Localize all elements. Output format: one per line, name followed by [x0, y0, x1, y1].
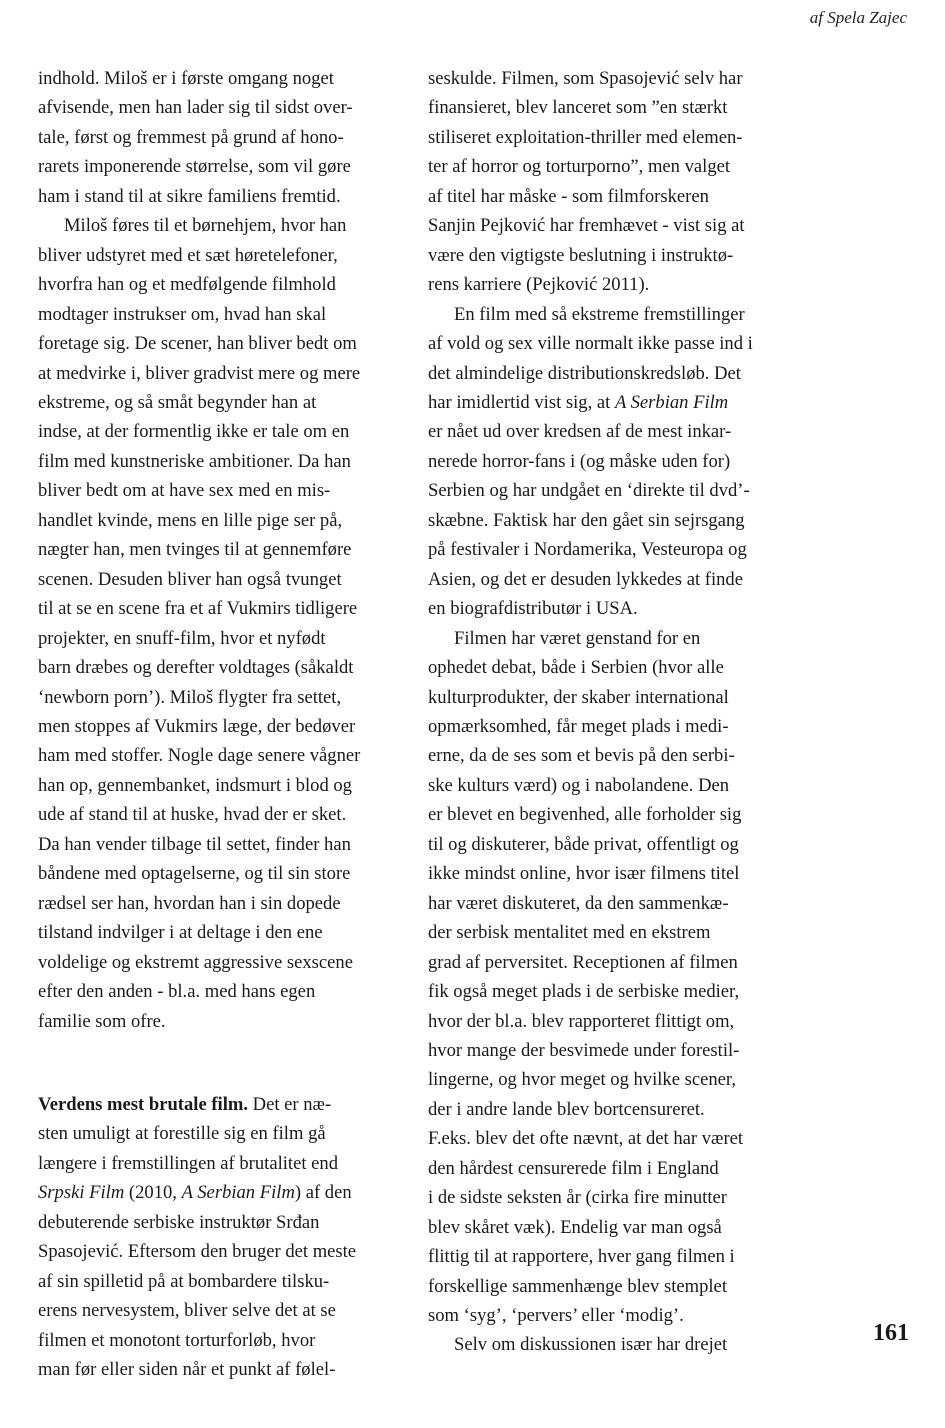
text-line: være den vigtigste beslutning i instruktø-: [428, 244, 734, 266]
text-line: foretage sig. De scener, han bliver bedt om: [38, 333, 357, 355]
text-line: debuterende serbiske instruktør Srđan: [38, 1211, 320, 1233]
text-line: finansieret, blev lanceret som ”en stærkt: [428, 97, 728, 119]
right-column: [428, 64, 794, 1360]
film-title: A Serbian Film: [614, 391, 729, 413]
text-line: indse, at der formentlig ikke er tale om en: [38, 421, 350, 443]
text-line: voldelige og ekstremt aggressive sexscene: [38, 951, 353, 973]
text-line: af sin spilletid på at bombardere tilsku-: [38, 1270, 330, 1292]
text-line: Serbien og har undgået en ‘direkte til dvd’-: [428, 480, 750, 502]
text-line: Filmen har været genstand for en: [454, 627, 701, 649]
text-line: er blevet en begivenhed, alle forholder sig: [428, 804, 742, 826]
text-line: rarets imponerende størrelse, som vil gøre: [38, 156, 351, 178]
left-column: [38, 64, 398, 1384]
text-line: længere i fremstillingen af brutalitet end: [38, 1152, 338, 1174]
text-line: bliver bedt om at have sex med en mis-: [38, 480, 331, 502]
text-line: til at se en scene fra et af Vukmirs tidligere: [38, 598, 358, 620]
text-line: En film med så ekstreme fremstillinger: [454, 303, 745, 325]
text-line: at medvirke i, bliver gradvist mere og mere: [38, 362, 361, 384]
text-line: lingerne, og hvor meget og hvilke scener,: [428, 1069, 737, 1091]
text-line: skæbne. Faktisk har den gået sin sejrsgang: [428, 509, 745, 531]
text-line: ude af stand til at huske, hvad der er sket.: [38, 804, 347, 826]
text-line: hvorfra han og et medfølgende filmhold: [38, 274, 336, 296]
text-line: man før eller siden når et punkt af følel-: [38, 1359, 336, 1381]
text-line: ter af horror og torturporno”, men valget: [428, 156, 731, 178]
text-line: [38, 1090, 398, 1119]
text-line: modtager instrukser om, hvad han skal: [38, 303, 327, 325]
text-line: ekstreme, og så småt begynder han at: [38, 391, 317, 413]
text-line: film med kunstneriske ambitioner. Da han: [38, 450, 351, 472]
film-title: Srpski Film: [38, 1182, 125, 1204]
text-line: Da han vender tilbage til settet, finder han: [38, 833, 351, 855]
text-line: efter den anden - bl.a. med hans egen: [38, 981, 316, 1003]
text-run: (2010,: [124, 1182, 182, 1204]
text-line: har været diskuteret, da den sammenkæ-: [428, 892, 729, 914]
text-line: på festivaler i Nordamerika, Vesteuropa og: [428, 539, 747, 561]
text-run: Det er næ-: [248, 1093, 332, 1115]
text-line: ‘newborn porn’). Miloš flygter fra settet,: [38, 686, 342, 708]
text-run: ) af den: [294, 1182, 352, 1204]
page-number: 161: [873, 1320, 909, 1346]
text-line: fik også meget plads i de serbiske medier,: [428, 981, 740, 1003]
text-line: grad af perversitet. Receptionen af filmen: [428, 951, 738, 973]
text-line: som ‘syg’, ‘pervers’ eller ‘modig’.: [428, 1305, 684, 1327]
text-line: tilstand indvilger i at deltage i den ene: [38, 922, 323, 944]
text-line: sten umuligt at forestille sig en film gå: [38, 1123, 326, 1145]
text-line: ham med stoffer. Nogle dage senere vågner: [38, 745, 361, 767]
text-line: til og diskuterer, både privat, offentligt og: [428, 833, 739, 855]
text-line: rædsel ser han, hvordan han i sin dopede: [38, 892, 341, 914]
text-line: af titel har måske - som filmforskeren: [428, 185, 709, 207]
text-line: ikke mindst online, hvor især filmens titel: [428, 863, 740, 885]
text-line: projekter, en snuff-film, hvor et nyfødt: [38, 627, 326, 649]
text-line: er nået ud over kredsen af de mest inkar-: [428, 421, 732, 443]
running-head: af Spela Zajec: [809, 8, 907, 27]
text-line: Miloš føres til et børnehjem, hvor han: [64, 215, 347, 237]
text-line: Spasojević. Eftersom den bruger det meste: [38, 1241, 357, 1263]
text-line: handlet kvinde, mens en lille pige ser på,: [38, 509, 343, 531]
text-line: ham i stand til at sikre familiens fremtid.: [38, 185, 341, 207]
text-line: seskulde. Filmen, som Spasojević selv har: [428, 68, 743, 89]
text-line: forskellige sammenhænge blev stemplet: [428, 1275, 727, 1297]
text-line: filmen et monotont torturforløb, hvor: [38, 1329, 316, 1351]
text-line: tale, først og fremmest på grund af hono-: [38, 126, 344, 148]
text-run: har imidlertid vist sig, at: [428, 391, 615, 413]
text-line: Selv om diskussionen især har drejet: [454, 1334, 728, 1356]
text-line: scenen. Desuden bliver han også tvunget: [38, 568, 342, 590]
text-line: det almindelige distributionskredsløb. Det: [428, 362, 741, 384]
text-line: indhold. Miloš er i første omgang noget: [38, 68, 334, 89]
text-line: der serbisk mentalitet med en ekstrem: [428, 922, 711, 944]
text-line: rens karriere (Pejković 2011).: [428, 274, 650, 296]
text-line: i de sidste seksten år (cirka fire minutter: [428, 1187, 727, 1209]
text-line: ophedet debat, både i Serbien (hvor alle: [428, 657, 724, 679]
section-heading: Verdens mest brutale film.: [38, 1093, 249, 1115]
text-line: F.eks. blev det ofte nævnt, at det har været: [428, 1128, 744, 1150]
section-gap: [38, 1036, 398, 1090]
text-line: kulturprodukter, der skaber international: [428, 686, 729, 708]
text-line: familie som ofre.: [38, 1010, 166, 1032]
text-line: den hårdest censurerede film i England: [428, 1157, 719, 1179]
text-line: erne, da de ses som et bevis på den serbi-: [428, 745, 735, 767]
text-line: bliver udstyret med et sæt høretelefoner,: [38, 244, 338, 266]
text-line: der i andre lande blev bortcensureret.: [428, 1098, 705, 1120]
text-line: blev skåret væk). Endelig var man også: [428, 1216, 722, 1238]
text-line: erens nervesystem, bliver selve det at se: [38, 1300, 336, 1322]
text-line: afvisende, men han lader sig til sidst over-: [38, 97, 353, 119]
film-title: A Serbian Film: [181, 1182, 295, 1204]
text-line: [38, 1178, 398, 1207]
text-line: han op, gennembanket, indsmurt i blod og: [38, 774, 352, 796]
text-line: stiliseret exploitation-thriller med elemen-: [428, 126, 743, 148]
text-line: hvor mange der besvimede under forestil-: [428, 1039, 740, 1061]
text-line: nægter han, men tvinges til at gennemføre: [38, 539, 352, 561]
text-line: barn dræbes og derefter voldtages (såkaldt: [38, 657, 354, 679]
text-line: ske kulturs værd) og i nabolandene. Den: [428, 774, 730, 796]
text-line: [428, 388, 794, 417]
text-line: Asien, og det er desuden lykkedes at finde: [428, 568, 743, 590]
text-line: en biografdistributør i USA.: [428, 598, 638, 620]
text-line: hvor der bl.a. blev rapporteret flittigt om,: [428, 1010, 735, 1032]
text-line: Sanjin Pejković har fremhævet - vist sig at: [428, 215, 745, 237]
text-line: men stoppes af Vukmirs læge, der bedøver: [38, 715, 356, 737]
text-line: flittig til at rapportere, hver gang filmen i: [428, 1246, 735, 1268]
text-line: af vold og sex ville normalt ikke passe ind i: [428, 333, 753, 355]
text-line: opmærksomhed, får meget plads i medi-: [428, 715, 729, 737]
text-line: nerede horror-fans i (og måske uden for): [428, 450, 731, 472]
text-line: båndene med optagelserne, og til sin store: [38, 863, 351, 885]
